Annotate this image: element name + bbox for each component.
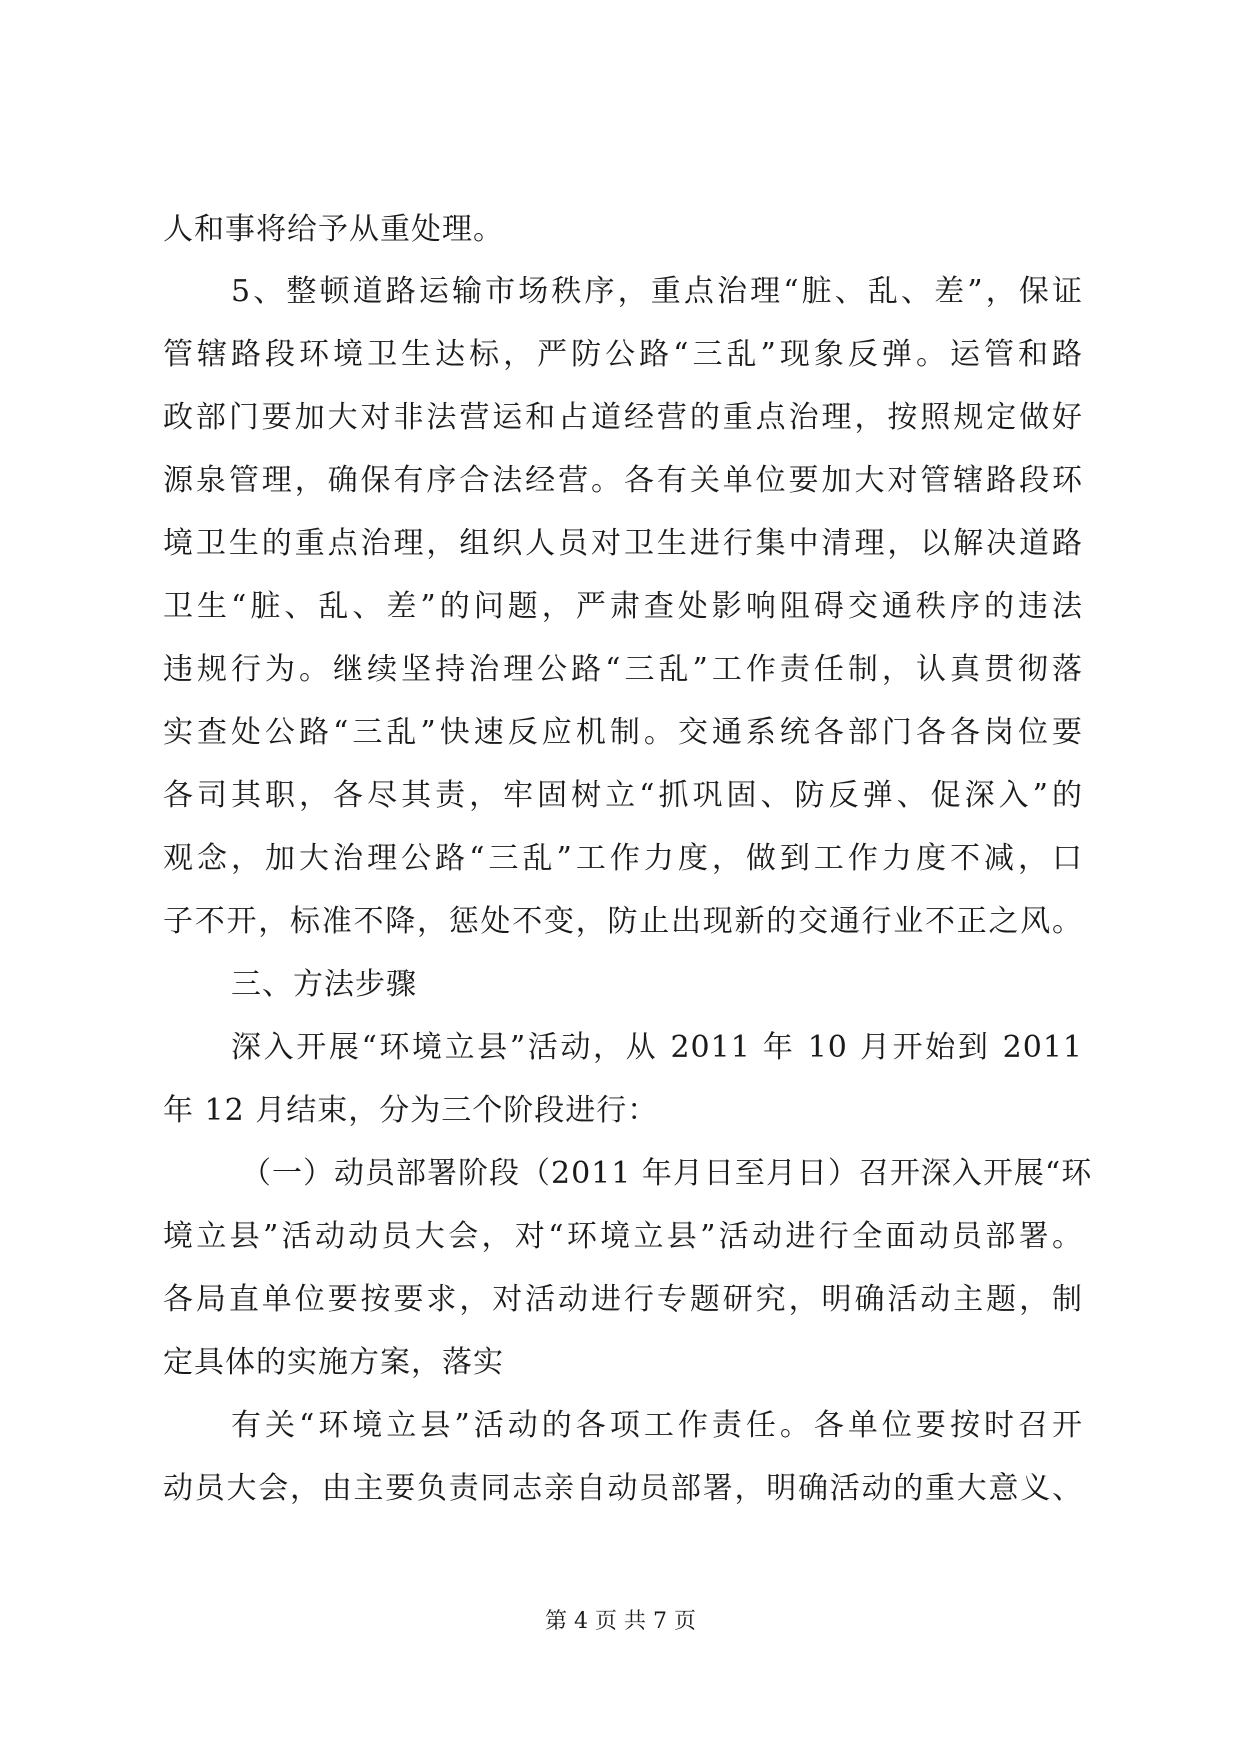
text-line-14: 深入开展“环境立县”活动，从 2011 年 10 月开始到 2011 bbox=[231, 1030, 1083, 1065]
text-line-20: 有关“环境立县”活动的各项工作责任。各单位要按时召开 bbox=[231, 1408, 1083, 1443]
text-line-16: （一）动员部署阶段（2011 年月日至月日）召开深入开展“环 bbox=[241, 1156, 1093, 1191]
text-line-10: 各司其职，各尽其责，牢固树立“抓巩固、防反弹、促深入”的 bbox=[163, 778, 1083, 813]
text-line-18: 各局直单位要按要求，对活动进行专题研究，明确活动主题，制 bbox=[163, 1282, 1083, 1317]
text-line-8: 违规行为。继续坚持治理公路“三乱”工作责任制，认真贯彻落 bbox=[163, 652, 1083, 687]
page-number-footer: 第 4 页 共 7 页 bbox=[545, 1609, 696, 1634]
text-line-15: 年 12 月结束，分为三个阶段进行： bbox=[163, 1093, 659, 1128]
text-line-12: 子不开，标准不降，惩处不变，防止出现新的交通行业不正之风。 bbox=[163, 904, 1083, 939]
text-line-6: 境卫生的重点治理，组织人员对卫生进行集中清理，以解决道路 bbox=[163, 526, 1083, 561]
text-line-19: 定具体的实施方案，落实 bbox=[163, 1345, 504, 1380]
text-line-1: 人和事将给予从重处理。 bbox=[163, 212, 504, 247]
text-line-7: 卫生“脏、乱、差”的问题，严肃查处影响阻碍交通秩序的违法 bbox=[163, 589, 1083, 624]
text-line-4: 政部门要加大对非法营运和占道经营的重点治理，按照规定做好 bbox=[163, 400, 1083, 435]
text-line-2: 5、整顿道路运输市场秩序，重点治理“脏、乱、差”，保证 bbox=[231, 274, 1083, 309]
text-line-9: 实查处公路“三乱”快速反应机制。交通系统各部门各各岗位要 bbox=[163, 715, 1083, 750]
text-line-21: 动员大会，由主要负责同志亲自动员部署，明确活动的重大意义、 bbox=[163, 1471, 1083, 1506]
text-line-5: 源泉管理，确保有序合法经营。各有关单位要加大对管辖路段环 bbox=[163, 463, 1083, 498]
text-line-11: 观念，加大治理公路“三乱”工作力度，做到工作力度不减，口 bbox=[163, 841, 1083, 876]
text-line-3: 管辖路段环境卫生达标，严防公路“三乱”现象反弹。运管和路 bbox=[163, 337, 1083, 372]
section-heading: 三、方法步骤 bbox=[231, 967, 417, 1002]
text-line-17: 境立县”活动动员大会，对“环境立县”活动进行全面动员部署。 bbox=[163, 1219, 1083, 1254]
